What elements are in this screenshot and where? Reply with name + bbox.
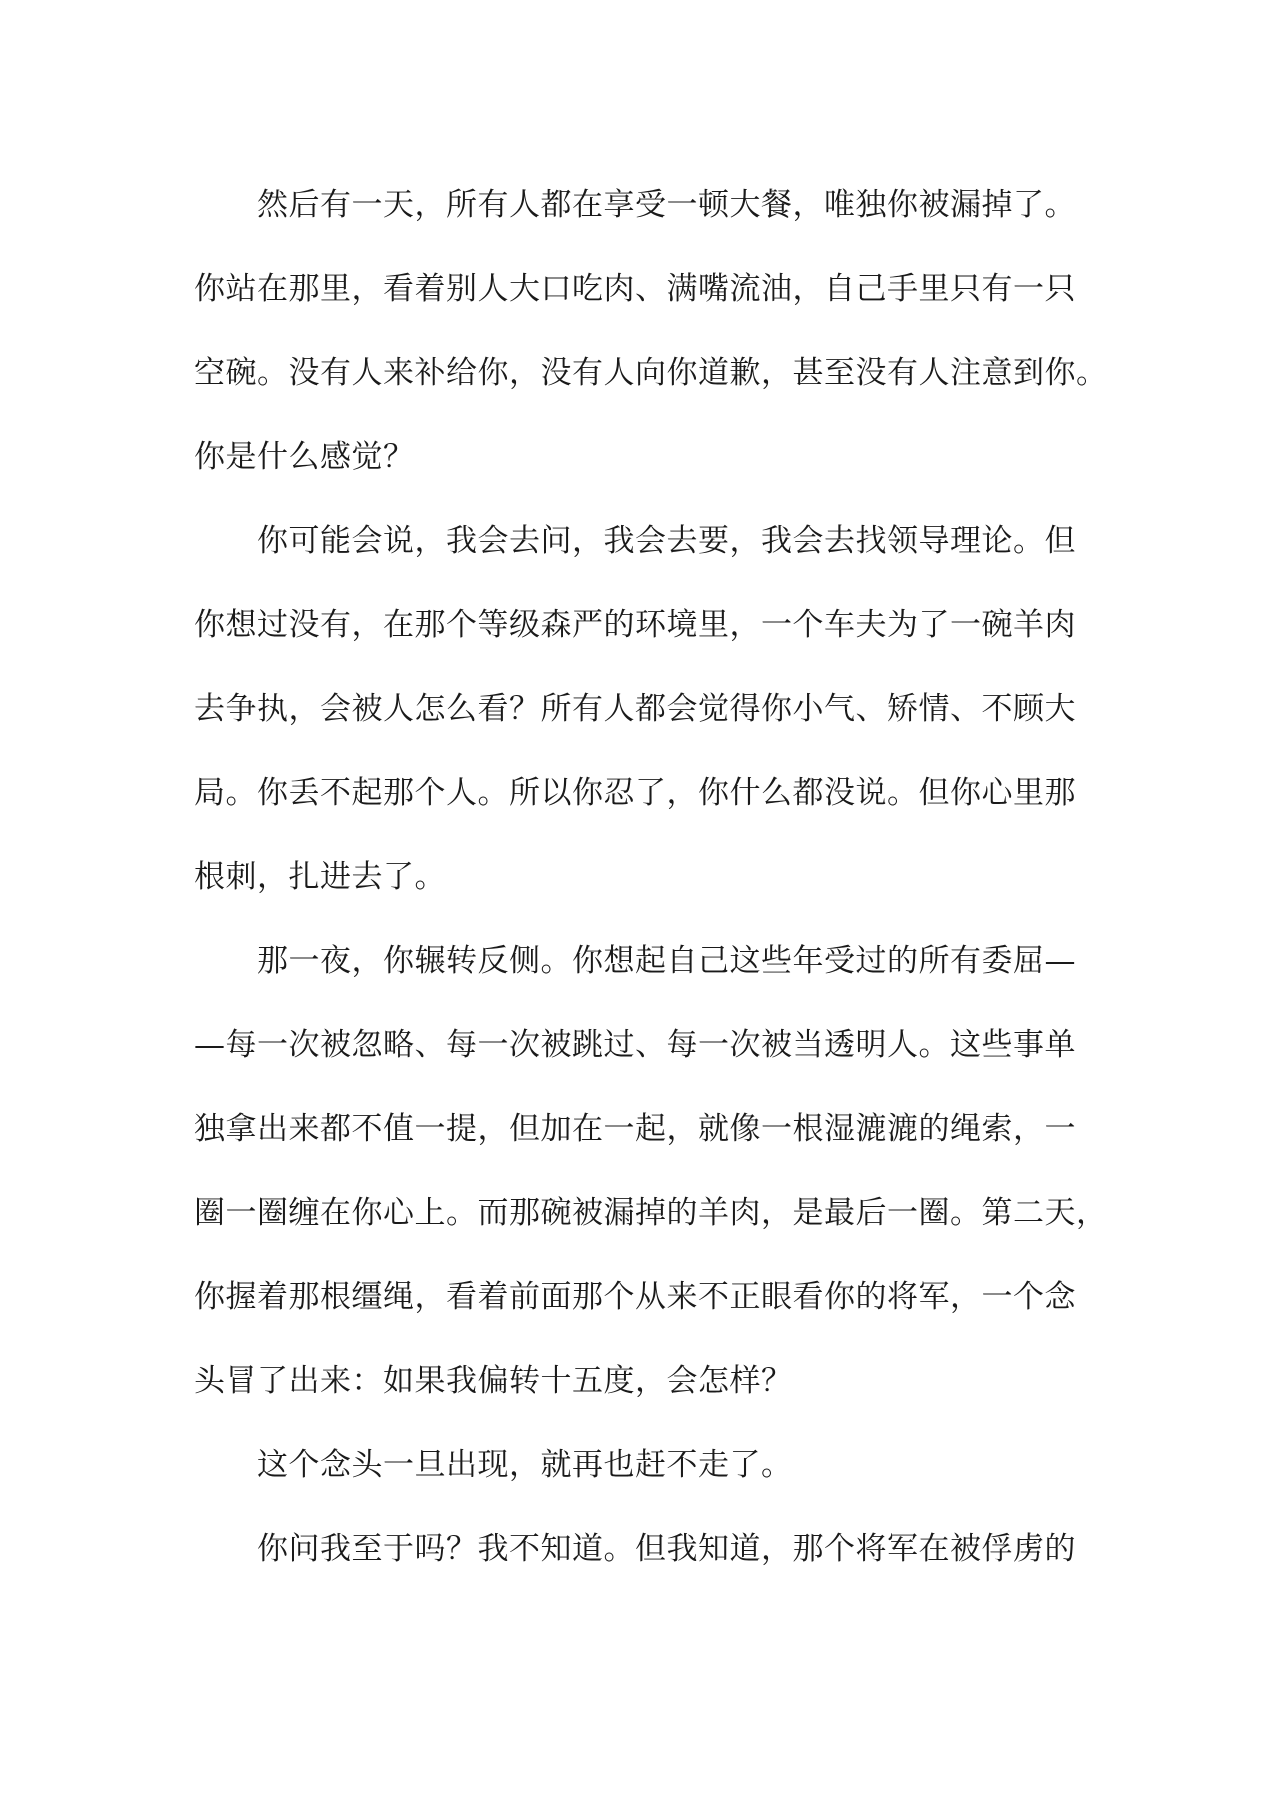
body-text [194,163,1108,1591]
text-line: 你站在那里，看着别人大口吃肉、满嘴流油，自己手里只有一只 [194,271,1076,307]
text-line: 那一夜，你辗转反侧。你想起自己这些年受过的所有委屈— [194,943,1076,979]
paragraph-3 [194,919,1108,1423]
text-line: 根刺，扎进去了。 [194,859,446,895]
text-line: 头冒了出来：如果我偏转十五度，会怎样？ [194,1363,793,1399]
text-line: 你是什么感觉？ [194,439,415,475]
text-line: 你想过没有，在那个等级森严的环境里，一个车夫为了一碗羊肉 [194,607,1076,643]
text-line: 你问我至于吗？我不知道。但我知道，那个将军在被俘虏的 [194,1531,1076,1567]
text-line: 局。你丢不起那个人。所以你忍了，你什么都没说。但你心里那 [194,775,1076,811]
paragraph-1 [194,163,1108,499]
text-line: 然后有一天，所有人都在享受一顿大餐，唯独你被漏掉了。 [194,187,1076,223]
text-line: 独拿出来都不值一提，但加在一起，就像一根湿漉漉的绳索，一 [194,1111,1076,1147]
paragraph-4 [194,1423,1094,1507]
text-line: 去争执，会被人怎么看？所有人都会觉得你小气、矫情、不顾大 [194,691,1076,727]
text-line: —每一次被忽略、每一次被跳过、每一次被当透明人。这些事单 [194,1027,1076,1063]
paragraph-2 [194,499,1094,919]
text-line: 你可能会说，我会去问，我会去要，我会去找领导理论。但 [194,523,1076,559]
text-line: 圈一圈缠在你心上。而那碗被漏掉的羊肉，是最后一圈。第二天， [194,1195,1108,1231]
text-line: 你握着那根缰绳，看着前面那个从来不正眼看你的将军，一个念 [194,1279,1076,1315]
paragraph-5 [194,1507,1094,1591]
text-line: 这个念头一旦出现，就再也赶不走了。 [194,1447,793,1483]
text-line: 空碗。没有人来补给你，没有人向你道歉，甚至没有人注意到你。 [194,355,1108,391]
